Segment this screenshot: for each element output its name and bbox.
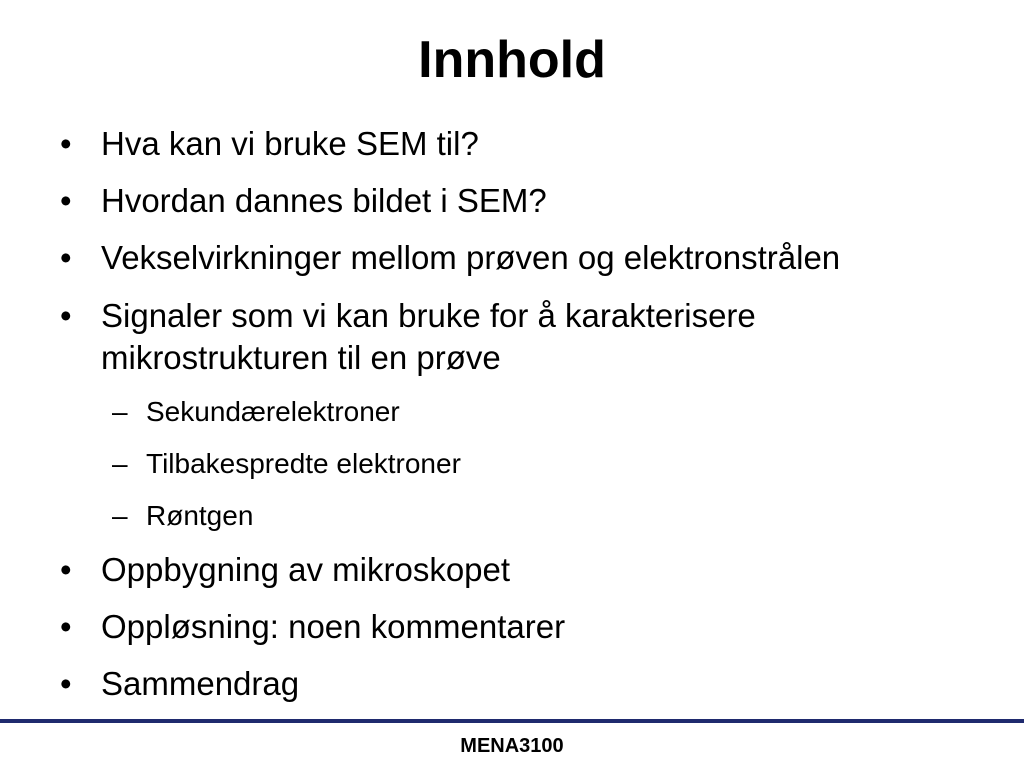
- footer-divider: [0, 719, 1024, 723]
- list-item-text: Oppløsning: noen kommentarer: [101, 608, 566, 645]
- slide-title: Innhold: [418, 31, 606, 89]
- list-item-text: mikrostrukturen til en prøve: [101, 339, 501, 376]
- list-item-text: Vekselvirkninger mellom prøven og elektronstrålen: [101, 239, 841, 276]
- bullet-marker: •: [60, 182, 72, 219]
- dash-marker: –: [112, 448, 128, 479]
- bullet-marker: •: [60, 239, 72, 276]
- dash-marker: –: [112, 396, 128, 427]
- bullet-marker: •: [60, 297, 72, 334]
- bullet-marker: •: [60, 551, 72, 588]
- bullet-marker: •: [60, 608, 72, 645]
- sub-list-item-text: Sekundærelektroner: [146, 396, 400, 427]
- list-item-text: Oppbygning av mikroskopet: [101, 551, 511, 588]
- footer-label: MENA3100: [460, 735, 564, 757]
- sub-list-item-text: Tilbakespredte elektroner: [146, 448, 461, 479]
- list-item-text: Signaler som vi kan bruke for å karakterisere: [101, 297, 756, 334]
- list-item-text: Hvordan dannes bildet i SEM?: [101, 182, 547, 219]
- list-item-text: Hva kan vi bruke SEM til?: [101, 125, 479, 162]
- dash-marker: –: [112, 500, 128, 531]
- list-item-text: Sammendrag: [101, 665, 300, 702]
- bullet-marker: •: [60, 665, 72, 702]
- sub-list-item-text: Røntgen: [146, 500, 254, 531]
- bullet-marker: •: [60, 125, 72, 162]
